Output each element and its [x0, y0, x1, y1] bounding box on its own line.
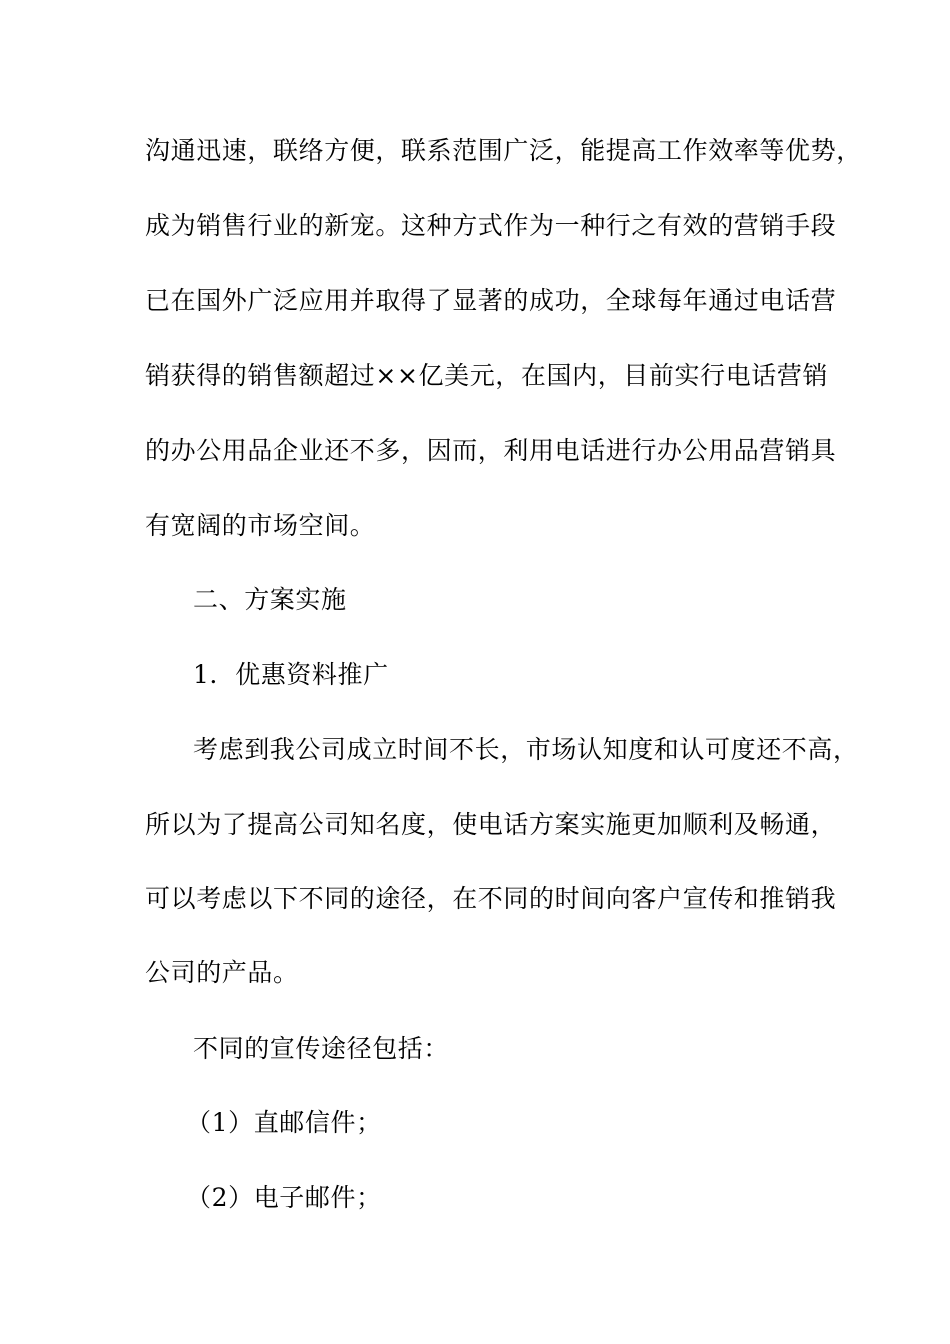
body-text-line: 销获得的销售额超过××亿美元，在国内，目前实行电话营销	[145, 361, 829, 390]
body-text-line: 考虑到我公司成立时间不长，市场认知度和认可度还不高，	[193, 735, 859, 764]
body-text-line: 的办公用品企业还不多，因而，利用电话进行办公用品营销具	[145, 436, 837, 465]
body-text-line: 所以为了提高公司知名度，使电话方案实施更加顺利及畅通，	[145, 810, 837, 839]
list-item: （1）直邮信件；	[186, 1108, 382, 1137]
body-text-line: 有宽阔的市场空间。	[145, 511, 376, 540]
body-text-line: 已在国外广泛应用并取得了显著的成功，全球每年通过电话营	[145, 286, 837, 315]
body-text-line: 不同的宣传途径包括：	[193, 1034, 450, 1063]
body-text-line: 可以考虑以下不同的途径，在不同的时间向客户宣传和推销我	[145, 884, 837, 913]
section-heading: 二、方案实施	[193, 585, 347, 614]
body-text-line: 沟通迅速，联络方便，联系范围广泛，能提高工作效率等优势，	[145, 136, 862, 165]
list-item: （2）电子邮件；	[186, 1183, 382, 1212]
body-text-line: 公司的产品。	[145, 958, 299, 987]
body-text-line: 成为销售行业的新宠。这种方式作为一种行之有效的营销手段	[145, 211, 837, 240]
subsection-heading: 1．优惠资料推广	[193, 660, 389, 689]
